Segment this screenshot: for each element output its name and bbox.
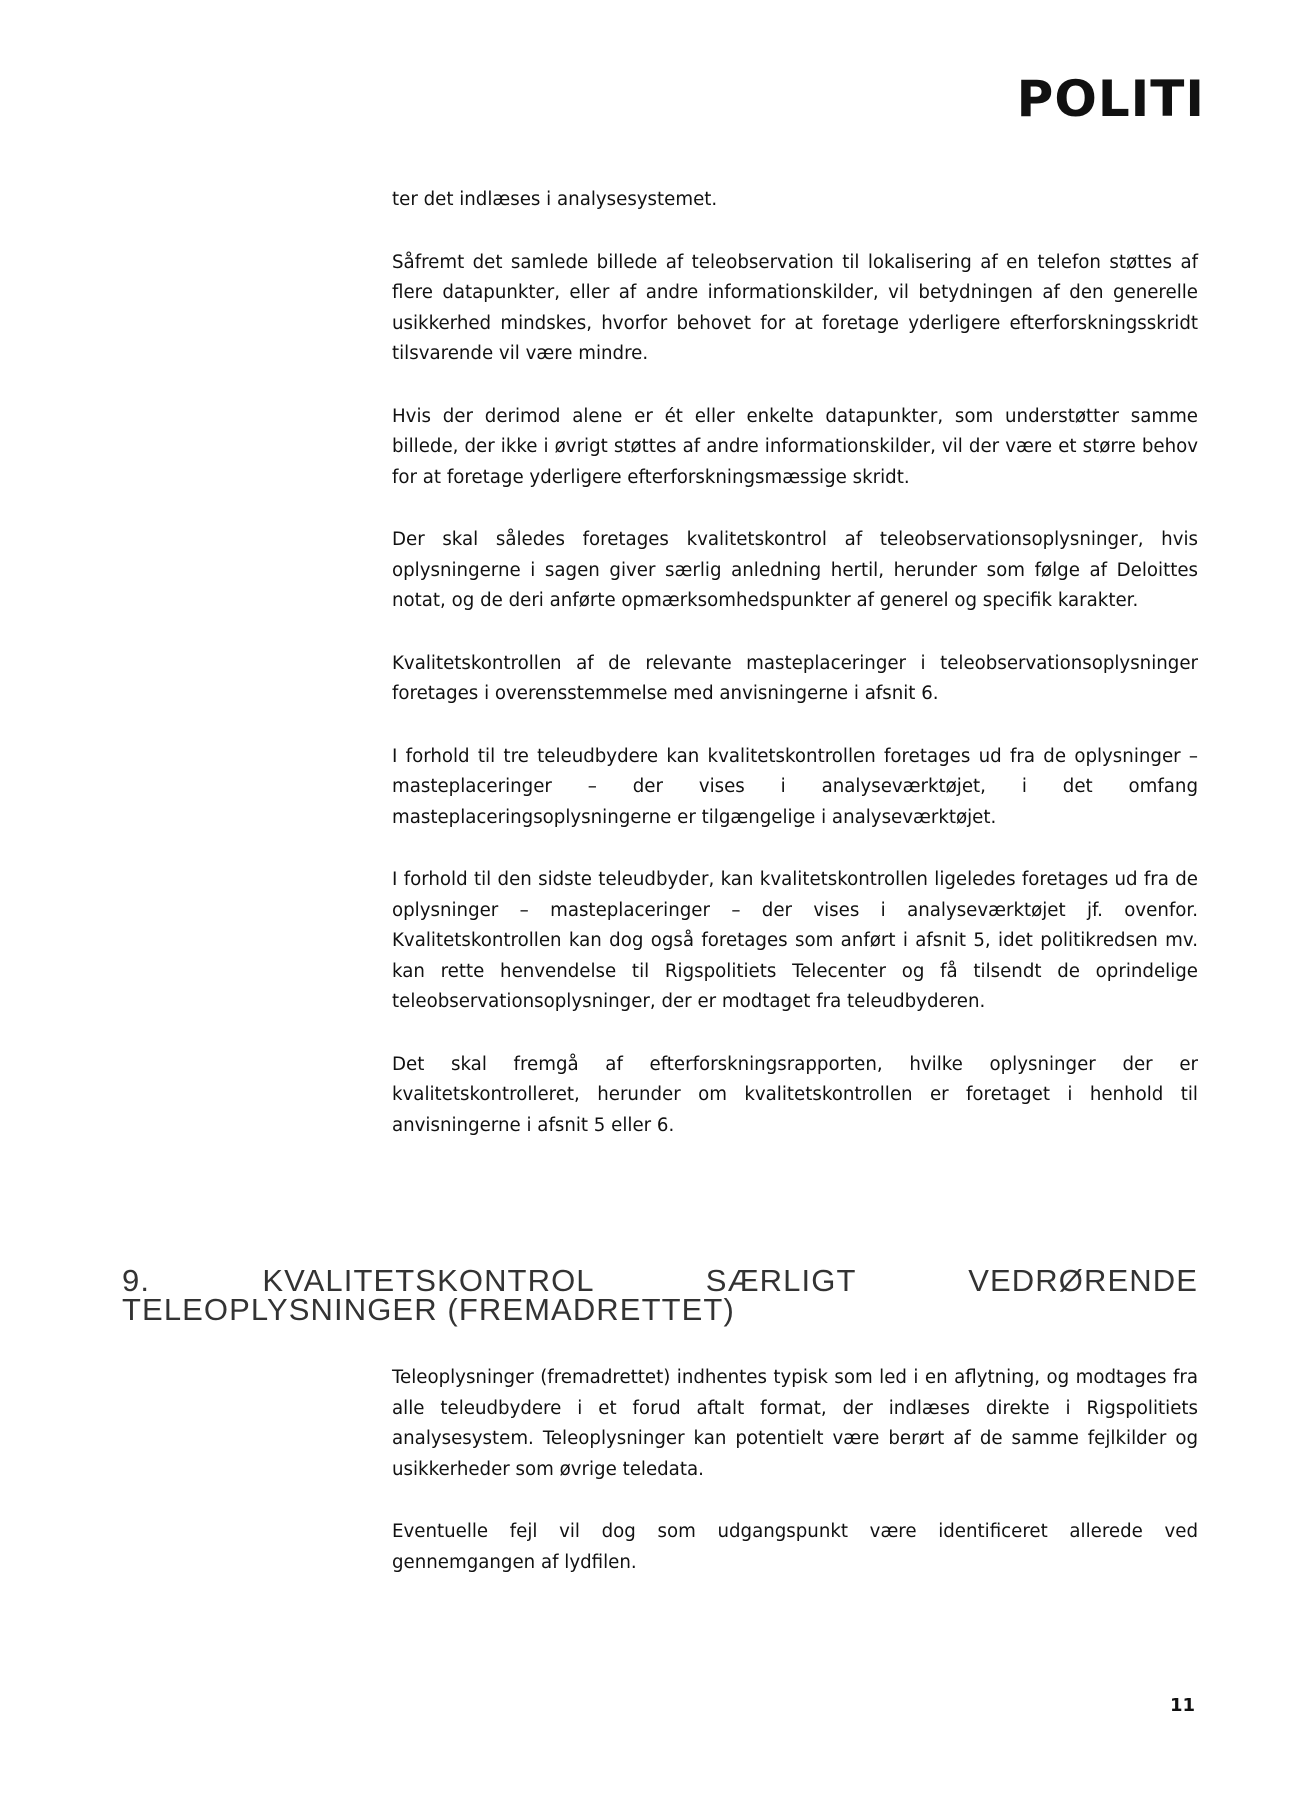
paragraph: Kvalitetskontrollen af de relevante masteplaceringer i teleobservationsoplysninger foretages i overensstemmelse med anvisningerne i afsnit 6. — [392, 652, 1198, 704]
paragraph: Hvis der derimod alene er ét eller enkelte datapunkter, som understøtter samme billede, der ikke i øvrigt støttes af andre informationskilder, vil der være et større behov for at foretage yderligere efterforskningsmæssige skridt. — [392, 405, 1198, 488]
paragraph: Eventuelle fejl vil dog som udgangspunkt være identificeret allerede ved gennemgangen af lydfilen. — [392, 1521, 1198, 1573]
paragraph: Der skal således foretages kvalitetskontrol af teleobservationsoplysninger, hvis oplysningerne i sagen giver særlig anledning hertil, herunder som følge af Deloittes notat, og de deri anførte opmærksomhedspunkter af generel og specifik karakter. — [392, 529, 1198, 611]
body-text — [392, 185, 1198, 1173]
paragraph: ter det indlæses i analysesystemet. — [392, 189, 718, 210]
politi-logo: POLITI — [1016, 70, 1205, 128]
section-heading: 9. KVALITETSKONTROL SÆRLIGT VEDRØRENDE TELEOPLYSNINGER (FREMADRETTET) — [122, 1263, 1198, 1327]
paragraph: Teleoplysninger (fremadrettet) indhentes typisk som led i en aflytning, og modtages fra alle teleudbydere i et forud aftalt format, der indlæses direkte i Rigspolitiets analysesystem. Teleoplysninger kan potentielt være berørt af de samme fejlkilder og usikkerheder som øvrige teledata. — [392, 1367, 1198, 1480]
section-body-text — [392, 1363, 1198, 1610]
paragraph: Såfremt det samlede billede af teleobservation til lokalisering af en telefon støttes af flere datapunkter, eller af andre informationskilder, vil betydningen af den generelle usikkerhed mindskes, hvorfor behovet for at foretage yderligere efterforskningsskridt tilsvarende vil være mindre. — [392, 251, 1198, 364]
page-number: 11 — [1169, 1695, 1195, 1716]
paragraph: I forhold til tre teleudbydere kan kvalitetskontrollen foretages ud fra de oplysninger – masteplaceringer – der vises i analyseværktøjet, i det omfang masteplaceringsoplysningerne er tilgængelige i analyseværktøjet. — [392, 745, 1198, 828]
paragraph: I forhold til den sidste teleudbyder, kan kvalitetskontrollen ligeledes foretages ud fra de oplysninger – masteplaceringer – der vises i analyseværktøjet jf. ovenfor. Kvalitetskontrollen kan dog også foretages som anført i afsnit 5, idet politikredsen mv. kan rette henvendelse til Rigspolitiets Telecenter og få tilsendt de oprindelige teleobservationsoplysninger, der er modtaget fra teleudbyderen. — [392, 869, 1198, 1012]
paragraph: Det skal fremgå af efterforskningsrapporten, hvilke oplysninger der er kvalitetskontrolleret, herunder om kvalitetskontrollen er foretaget i henhold til anvisningerne i afsnit 5 eller 6. — [392, 1053, 1198, 1136]
